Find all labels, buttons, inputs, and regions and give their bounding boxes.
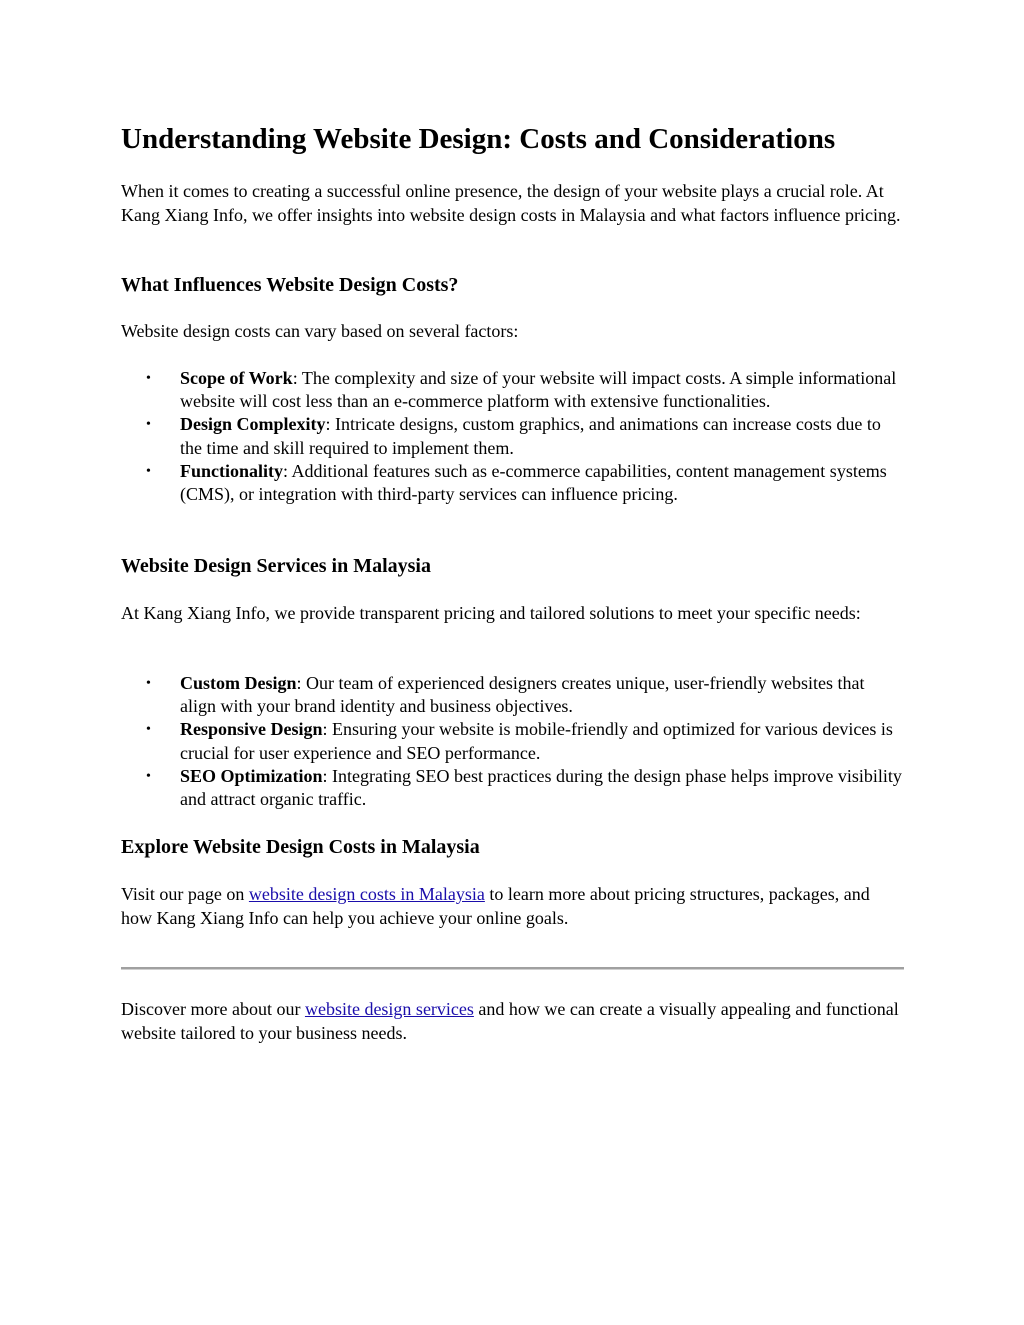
list-item-text: : Additional features such as e-commerce capabilities, content management systems (CMS), or integration with third-party services can influence pricing. — [180, 460, 887, 505]
list-item-term: Design Complexity — [180, 414, 326, 435]
bullet-icon: • — [146, 371, 151, 386]
bullet-icon: • — [146, 417, 151, 433]
list-item-text: : Ensuring your website is mobile-friendly and optimized for various devices is crucial for user experience and SEO performance. — [180, 719, 893, 763]
list-item-term: Custom Design — [180, 673, 297, 693]
list-item — [121, 672, 904, 718]
section-heading-explore: Explore Website Design Costs in Malaysia — [121, 836, 480, 858]
bullet-icon: • — [146, 768, 151, 784]
section-heading-services: Website Design Services in Malaysia — [121, 555, 431, 577]
footer-text-before: Discover more about our — [121, 999, 305, 1019]
costs-link[interactable]: website design costs in Malaysia — [248, 884, 485, 904]
services-list — [121, 672, 904, 811]
list-item — [121, 460, 904, 506]
services-lead: At Kang Xiang Info, we provide transparent pricing and tailored solutions to meet your specific needs: — [121, 603, 861, 623]
list-item-text: : The complexity and size of your website will impact costs. A simple informational website will cost less than an e-commerce platform with extensive functionalities. — [180, 368, 897, 412]
footer-paragraph — [121, 998, 904, 1045]
explore-text-before: Visit our page on — [121, 884, 249, 904]
intro-paragraph: When it comes to creating a successful online presence, the design of your website plays a crucial role. At Kang Xiang Info, we offer insights into website design costs in Malaysia and what factors influence pricing. — [121, 181, 901, 225]
page-title: Understanding Website Design: Costs and Considerations — [121, 123, 836, 155]
influences-lead: Website design costs can vary based on several factors: — [121, 321, 519, 341]
list-item-text: : Intricate designs, custom graphics, and animations can increase costs due to the time and skill required to implement them. — [180, 414, 881, 458]
section-heading-influences: What Influences Website Design Costs? — [121, 274, 459, 296]
list-item-text: : Our team of experienced designers creates unique, user-friendly websites that align with your brand identity and business objectives. — [180, 673, 865, 717]
list-item — [121, 718, 904, 764]
list-item — [121, 367, 904, 413]
list-item-term: SEO Optimization — [180, 765, 323, 786]
horizontal-divider — [121, 967, 904, 970]
footer-text-after: and how we can create a visually appealing and functional website tailored to your business needs. — [121, 999, 899, 1043]
list-item — [121, 413, 904, 459]
list-item-term: Functionality — [180, 460, 284, 481]
list-item — [121, 765, 904, 811]
explore-paragraph — [121, 883, 904, 930]
bullet-icon: • — [146, 722, 151, 738]
list-item-term: Scope of Work — [180, 368, 293, 388]
list-item-term: Responsive Design — [180, 719, 323, 740]
bullet-icon: • — [146, 676, 151, 691]
bullet-icon: • — [146, 463, 151, 479]
services-link[interactable]: website design services — [304, 999, 474, 1019]
explore-text-after: to learn more about pricing structures, packages, and how Kang Xiang Info can help you achieve your online goals. — [121, 884, 870, 928]
influences-list — [121, 367, 904, 506]
list-item-text: : Integrating SEO best practices during the design phase helps improve visibility and attract organic traffic. — [180, 765, 902, 810]
